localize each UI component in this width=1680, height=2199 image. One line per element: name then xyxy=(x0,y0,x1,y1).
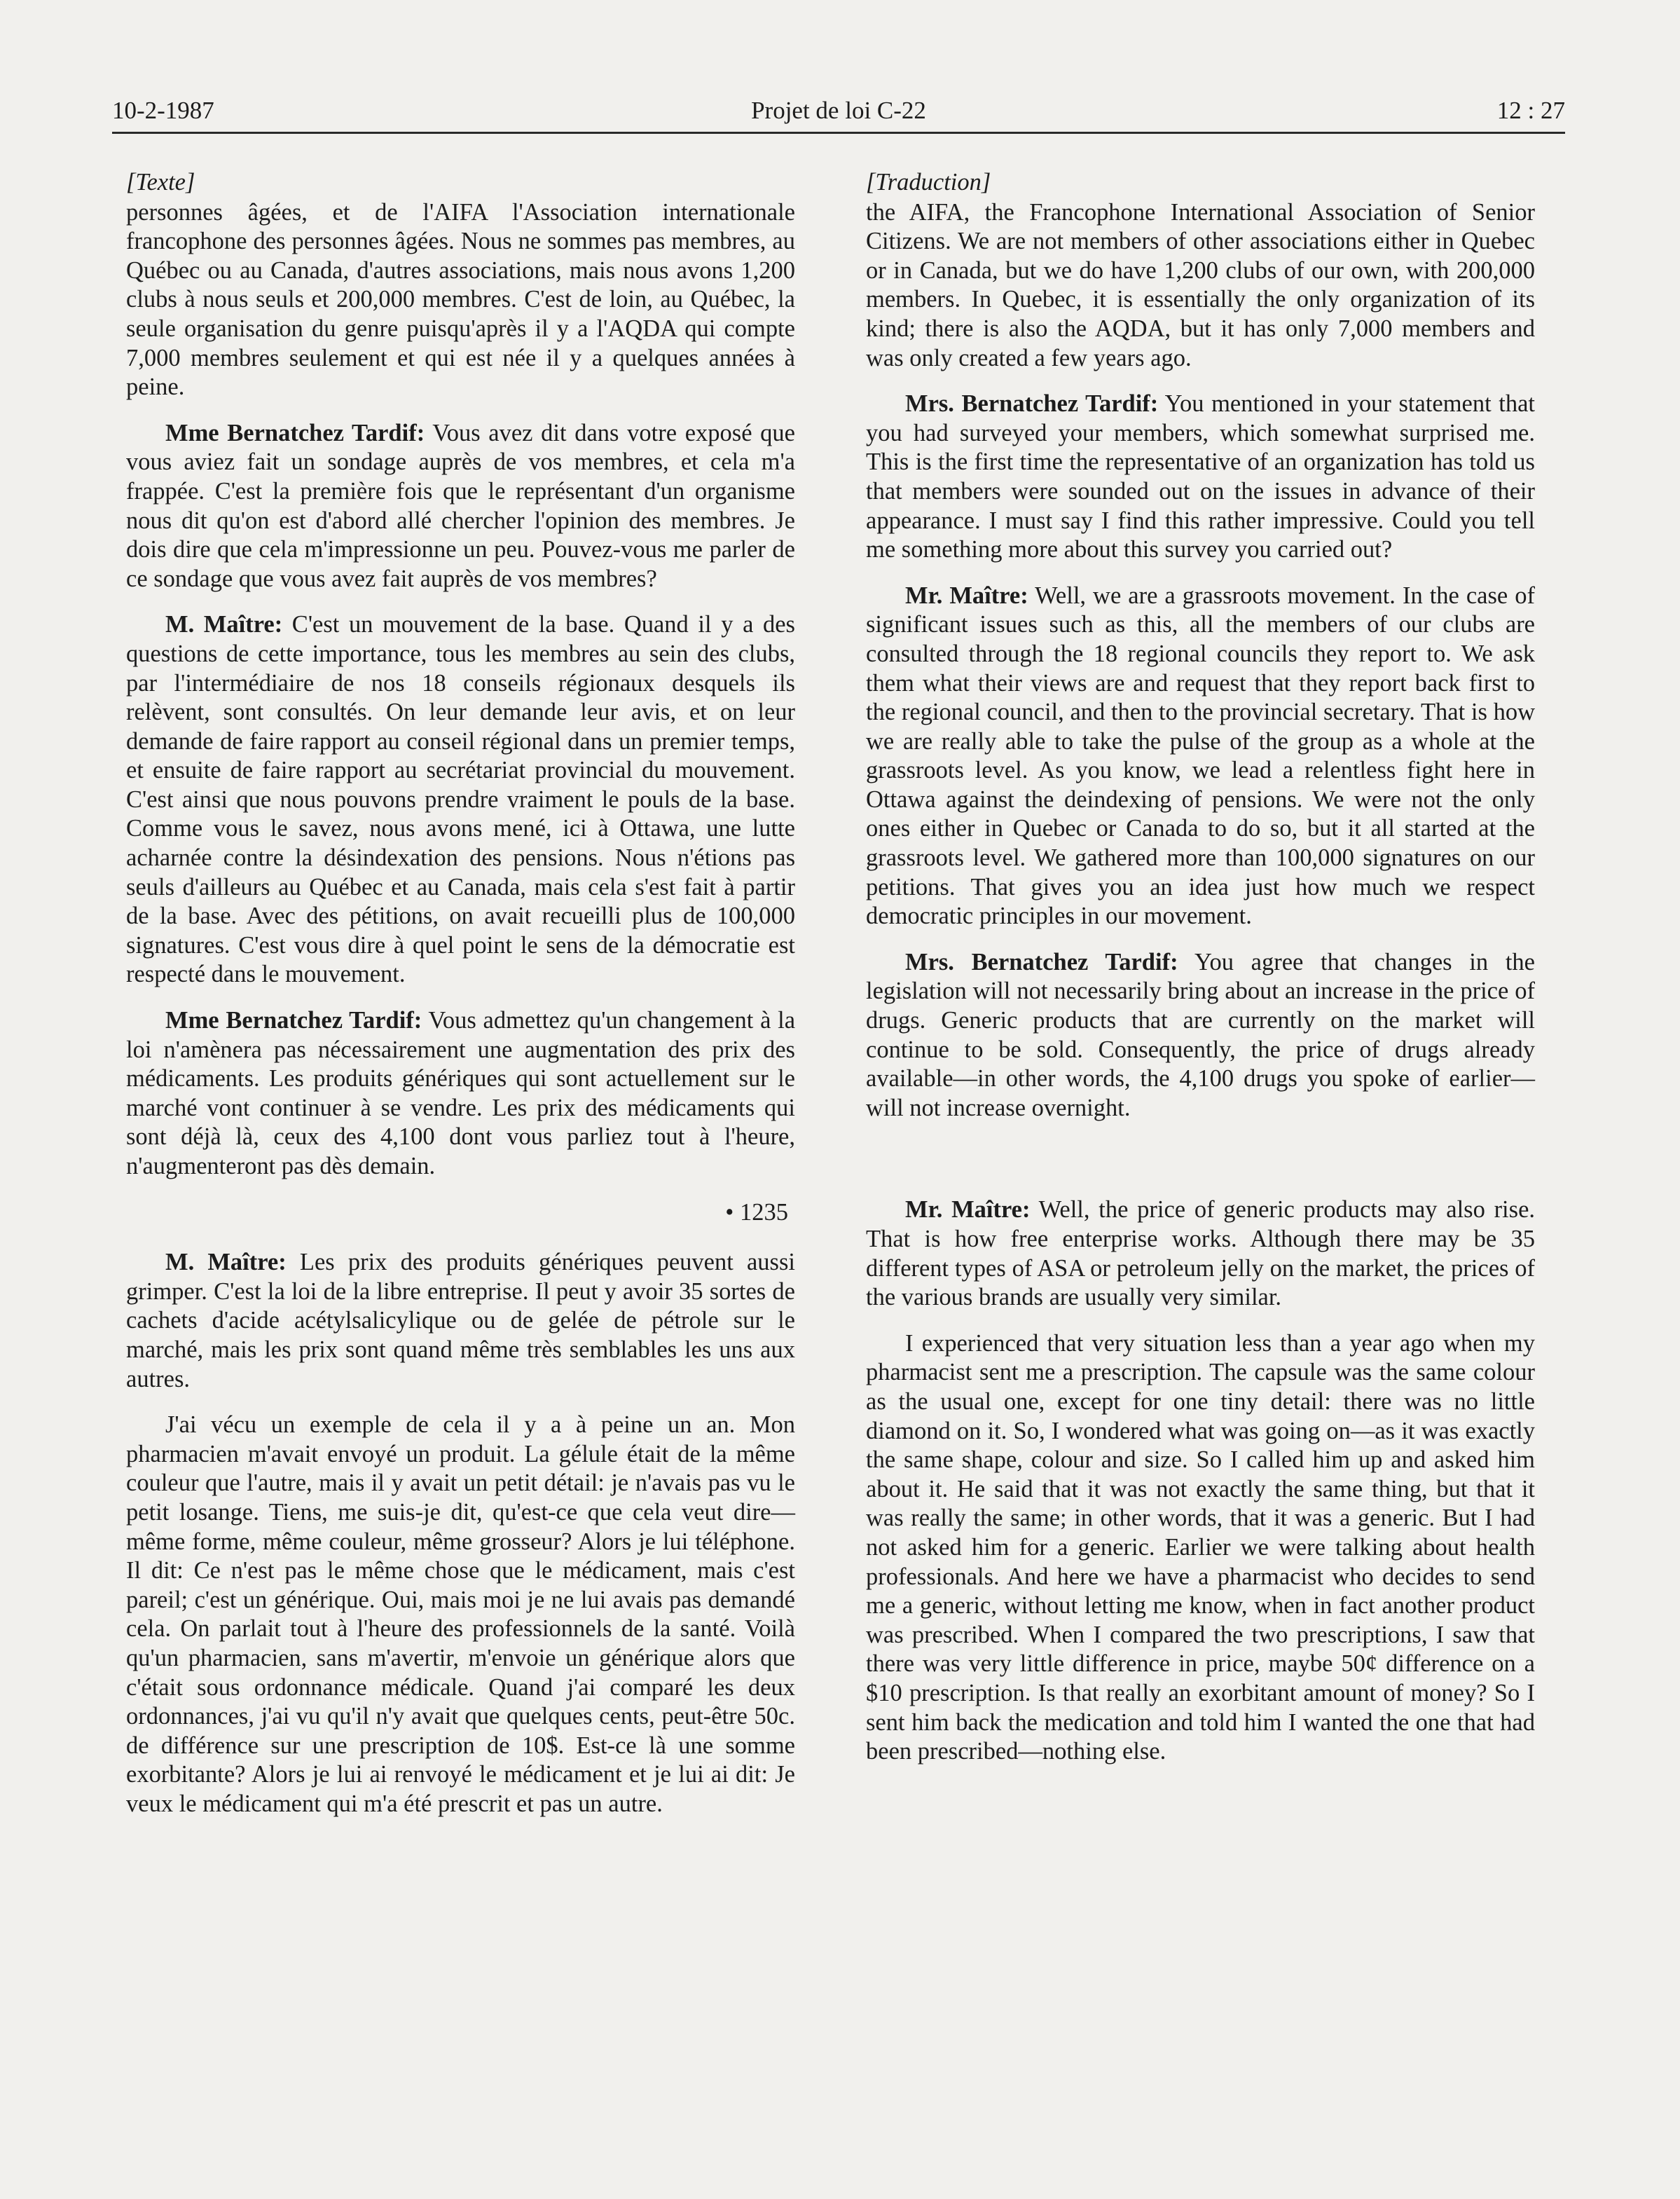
paragraph-text: Les prix des produits génériques peuvent aussi grimper. C'est la loi de la libre entreprise. Il peut y avoir 35 sortes de cachets d'acide acétylsalicylique ou de gelée de pétrole sur le marché, mais les prix sont quand même très semblables les uns aux autres. xyxy=(126,1249,795,1392)
paragraph-text: J'ai vécu un exemple de cela il y a à peine un an. Mon pharmacien m'avait envoyé un produit. La gélule était de la même couleur que l'autre, mais il y avait un petit détail: je n'avais pas vu le petit losange. Tiens, me suis-je dit, qu'est-ce que cela veut dire—même forme, même couleur, même grosseur? Alors je lui téléphone. Il dit: Ce n'est pas le même chose que le médicament, mais c'est pareil; c'est un générique. Oui, mais moi je ne lui avais pas demandé cela. On parlait tout à l'heure des professionnels de la santé. Voilà qu'un pharmacien, sans m'avertir, m'envoie un générique alors que c'était sous ordonnance médicale. Quand j'ai comparé les deux ordonnances, j'ai vu qu'il n'y avait que quelques cents, peut-être 50c. de différence sur une prescription de 10$. Est-ce là une somme exorbitante? Alors je lui ai renvoyé le médicament et je lui ai dit: Je veux le médicament qui m'a été prescrit et pas un autre. xyxy=(126,1411,795,1817)
speaker-name: Mr. Maître: xyxy=(905,582,1028,609)
speaker-name: Mme Bernatchez Tardif: xyxy=(165,1007,422,1034)
speaker-name: Mr. Maître: xyxy=(905,1196,1031,1224)
speaker-name: Mrs. Bernatchez Tardif: xyxy=(905,390,1159,418)
section-label-texte: [Texte] xyxy=(126,169,195,196)
paragraph xyxy=(866,1329,1535,1767)
paragraph xyxy=(126,419,795,594)
header-date: 10-2-1987 xyxy=(112,97,214,124)
speaker-name: M. Maître: xyxy=(165,611,283,638)
paragraph xyxy=(866,582,1535,931)
paragraph xyxy=(866,948,1535,1123)
paragraph-text: C'est un mouvement de la base. Quand il y a des questions de cette importance, tous les membres au sein des clubs, par l'intermédiaire de nos 18 conseils régionaux desquels ils relèvent, sont consultés. On leur demande leur avis, et on leur demande de faire rapport au conseil régional dans un premier temps, et ensuite de faire rapport au secrétariat provincial du mouvement. C'est ainsi que nous pouvons prendre vraiment le pouls de la base. Comme vous le savez, nous avons mené, ici à Ottawa, une lutte acharnée contre la désindexation des pensions. Nous n'étions pas seuls d'ailleurs au Québec et au Canada, mais cela s'est fait à partir de la base. Avec des pétitions, on avait recueilli plus de 100,000 signatures. C'est vous dire à quel point le sens de la démocratie est respecté dans le mouvement. xyxy=(126,611,795,988)
paragraph xyxy=(126,610,795,989)
page-header xyxy=(112,97,1565,133)
paragraph xyxy=(126,1248,795,1394)
speaker-name: M. Maître: xyxy=(165,1249,287,1276)
paragraph-text: the AIFA, the Francophone International Association of Senior Citizens. We are not members of other associations either in Quebec or in Canada, but we do have 1,200 clubs of our own, with 200,000 members. In Quebec, it is essentially the only organization of its kind; there is also the AQDA, but it has only 7,000 members and was only created a few years ago. xyxy=(866,198,1535,371)
column-spacer xyxy=(866,1139,1535,1196)
paragraph-text: Well, we are a grassroots movement. In the case of significant issues such as this, all the members of our clubs are consulted through the 18 regional councils they report to. We ask them what their views are and request that they report back first to the regional council, and then to the provincial secretary. That is how we are really able to take the pulse of the group as a whole at the grassroots level. As you know, we lead a relentless fight here in Ottawa against the deindexing of pensions. We were not the only ones either in Quebec or Canada to do so, but it all started at the grassroots level. We gathered more than 100,000 signatures on our petitions. That gives you an idea just how much we respect democratic principles in our movement. xyxy=(866,582,1535,930)
paragraph xyxy=(126,1006,795,1181)
french-column xyxy=(126,168,795,1835)
header-rule xyxy=(112,132,1565,134)
paragraph xyxy=(126,1411,795,1818)
speaker-name: Mme Bernatchez Tardif: xyxy=(165,419,425,446)
english-column xyxy=(866,168,1535,1783)
paragraph xyxy=(126,198,795,402)
paragraph-text: personnes âgées, et de l'AIFA l'Association internationale francophone des personnes âgées. Nous ne sommes pas membres, au Québec ou au Canada, d'autres associations, mais nous avons 1,200 clubs à nous seuls et 200,000 membres. C'est de loin, au Québec, la seule organisation du genre puisqu'après il y a l'AQDA qui compte 7,000 membres seulement et qui est née il y a quelques années à peine. xyxy=(126,198,795,401)
paragraph xyxy=(866,390,1535,565)
paragraph-text: Vous admettez qu'un changement à la loi n'amènera pas nécessairement une augmentation des prix des médicaments. Les produits génériques qui sont actuellement sur le marché vont continuer à se vendre. Les prix des médicaments qui sont déjà là, ceux des 4,100 dont vous parliez tout à l'heure, n'augmenteront pas dès demain. xyxy=(126,1007,796,1179)
paragraph-text: Well, the price of generic products may also rise. That is how free enterprise works. Although there may be 35 different types of ASA or petroleum jelly on the market, the prices of the various brands are usually very similar. xyxy=(866,1196,1536,1311)
paragraph-text: You mentioned in your statement that you had surveyed your members, which somewhat surprised me. This is the first time the representative of an organization has told us that members were sounded out on the issues in advance of their appearance. I must say I find this rather impressive. Could you tell me something more about this survey you carried out? xyxy=(866,390,1535,563)
section-label-traduction: [Traduction] xyxy=(866,169,991,196)
time-marker: • 1235 xyxy=(725,1198,788,1226)
paragraph-text: I experienced that very situation less than a year ago when my pharmacist sent me a prescription. The capsule was the same colour as the usual one, except for one tiny detail: there was no little diamond on it. So, I wondered what was going on—as it was exactly the same shape, colour and size. So I called him up and asked him about it. He said that it was not exactly the same thing, but that it was really the same; in other words, that it was a generic. But I had not asked him for a generic. Earlier we were talking about health professionals. And here we have a pharmacist who decides to send me a generic, without letting me know, when in fact another product was prescribed. When I compared the two prescriptions, I saw that there was very little difference in price, maybe 50¢ difference on a $10 prescription. Is that really an exorbitant amount of money? So I sent him back the medication and told him I wanted the one that had been prescribed—nothing else. xyxy=(866,1329,1535,1765)
paragraph xyxy=(866,1196,1535,1312)
header-page-number: 12 : 27 xyxy=(1496,97,1565,124)
paragraph xyxy=(866,198,1535,374)
paragraph-text: Vous avez dit dans votre exposé que vous aviez fait un sondage auprès de vos membres, et cela m'a frappée. C'est la première fois que le représentant d'un organisme nous dit qu'on est d'abord allé chercher l'opinion des membres. Je dois dire que cela m'impressionne un peu. Pouvez-vous me parler de ce sondage que vous avez fait auprès de vos membres? xyxy=(126,419,795,592)
header-title: Projet de loi C-22 xyxy=(751,97,926,124)
speaker-name: Mrs. Bernatchez Tardif: xyxy=(905,948,1178,975)
paragraph-text: You agree that changes in the legislation will not necessarily bring about an increase in the price of drugs. Generic products that are currently on the market will continue to be sold. Consequently, the price of drugs already available—in other words, the 4,100 drugs you spoke of earlier—will not increase overnight. xyxy=(866,948,1535,1121)
